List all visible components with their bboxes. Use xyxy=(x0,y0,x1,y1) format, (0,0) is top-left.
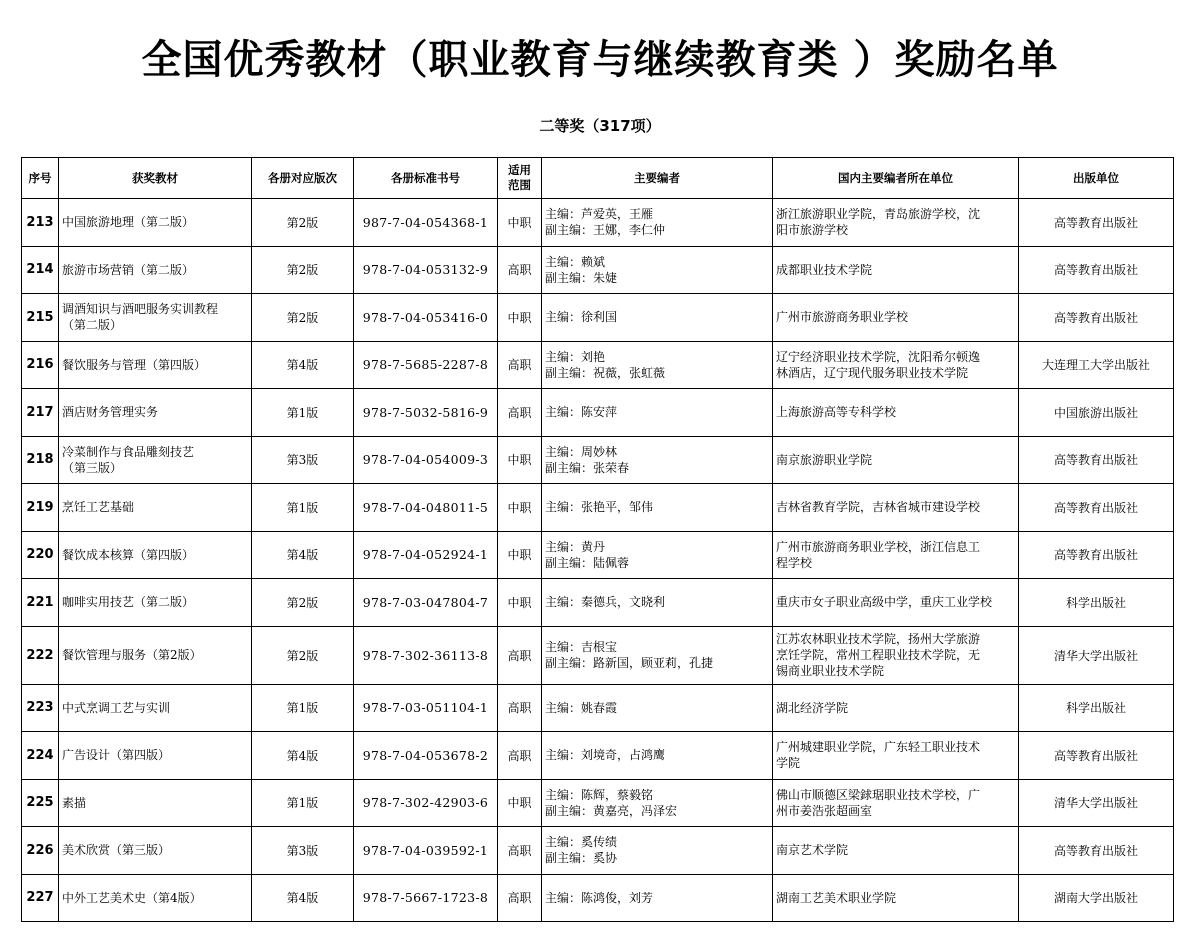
unit-line: 南京艺术学院 xyxy=(776,843,849,858)
editor-line: 副主编：陆佩蓉 xyxy=(545,555,630,570)
title-line: 调酒知识与酒吧服务实训教程 xyxy=(62,302,219,317)
editor-line: 主编：周妙林 xyxy=(545,444,618,459)
cell-publisher: 高等教育出版社 xyxy=(1019,732,1174,780)
editor-line: 副主编：路新国，顾亚莉，孔捷 xyxy=(545,656,714,670)
table-row xyxy=(22,626,1174,684)
cell-publisher: 科学出版社 xyxy=(1019,579,1174,627)
header-seq: 序号 xyxy=(22,158,59,199)
title-line: 烹饪工艺基础 xyxy=(62,500,135,515)
cell-edition: 第2版 xyxy=(252,294,354,342)
cell-seq: 219 xyxy=(22,484,59,532)
cell-scope: 高职 xyxy=(498,389,542,437)
unit-line: 上海旅游高等专科学校 xyxy=(776,405,897,420)
cell-isbn: 978-7-302-36113-8 xyxy=(354,626,498,684)
editor-line: 副主编：朱婕 xyxy=(545,270,618,285)
editor-line: 主编：赖斌 xyxy=(545,254,606,269)
table-row xyxy=(22,436,1174,484)
cell-seq: 221 xyxy=(22,579,59,627)
cell-editors xyxy=(542,779,773,827)
cell-units xyxy=(773,294,1019,342)
cell-isbn: 978-7-04-052924-1 xyxy=(354,531,498,579)
cell-publisher: 高等教育出版社 xyxy=(1019,199,1174,247)
cell-units xyxy=(773,436,1019,484)
unit-line: 林酒店，辽宁现代服务职业技术学院 xyxy=(776,365,969,380)
editor-line: 主编：陈鸿俊，刘芳 xyxy=(545,890,654,905)
header-isbn: 各册标准书号 xyxy=(354,158,498,199)
cell-title xyxy=(59,294,252,342)
cell-title xyxy=(59,484,252,532)
cell-units xyxy=(773,579,1019,627)
cell-isbn: 978-7-04-039592-1 xyxy=(354,827,498,875)
unit-line: 广州城建职业学院，广东轻工职业技术 xyxy=(776,740,981,755)
cell-publisher: 清华大学出版社 xyxy=(1019,779,1174,827)
cell-editors xyxy=(542,436,773,484)
cell-editors xyxy=(542,827,773,875)
cell-title xyxy=(59,684,252,732)
table-row xyxy=(22,579,1174,627)
title-line: 广告设计（第四版） xyxy=(62,748,171,763)
table-row xyxy=(22,732,1174,780)
cell-seq: 223 xyxy=(22,684,59,732)
header-editors: 主要编者 xyxy=(542,158,773,199)
cell-scope: 高职 xyxy=(498,341,542,389)
cell-scope: 中职 xyxy=(498,294,542,342)
cell-publisher: 湖南大学出版社 xyxy=(1019,874,1174,922)
unit-line: 江苏农林职业技术学院，扬州大学旅游 xyxy=(776,632,981,646)
cell-seq: 224 xyxy=(22,732,59,780)
cell-edition: 第2版 xyxy=(252,626,354,684)
cell-publisher: 高等教育出版社 xyxy=(1019,246,1174,294)
cell-publisher: 高等教育出版社 xyxy=(1019,436,1174,484)
cell-scope: 高职 xyxy=(498,626,542,684)
cell-seq: 216 xyxy=(22,341,59,389)
cell-isbn: 987-7-04-054368-1 xyxy=(354,199,498,247)
header-publisher: 出版单位 xyxy=(1019,158,1174,199)
title-line: 中式烹调工艺与实训 xyxy=(62,700,171,715)
cell-title xyxy=(59,341,252,389)
cell-isbn: 978-7-04-053132-9 xyxy=(354,246,498,294)
unit-line: 学院 xyxy=(776,756,801,771)
cell-units xyxy=(773,389,1019,437)
cell-title xyxy=(59,874,252,922)
editor-line: 副主编：张荣春 xyxy=(545,460,630,475)
cell-seq: 222 xyxy=(22,626,59,684)
document-subtitle: 二等奖（317项） xyxy=(539,117,661,135)
table-row xyxy=(22,531,1174,579)
cell-publisher: 高等教育出版社 xyxy=(1019,531,1174,579)
cell-editors xyxy=(542,684,773,732)
cell-edition: 第1版 xyxy=(252,484,354,532)
cell-isbn: 978-7-04-054009-3 xyxy=(354,436,498,484)
editor-line: 主编：刘境奇，占鸿鹰 xyxy=(545,748,666,763)
cell-isbn: 978-7-03-047804-7 xyxy=(354,579,498,627)
cell-editors xyxy=(542,626,773,684)
editor-line: 主编：陈辉，蔡毅铭 xyxy=(545,787,654,802)
table-row xyxy=(22,684,1174,732)
editor-line: 副主编：祝薇，张虹薇 xyxy=(545,365,666,380)
cell-edition: 第1版 xyxy=(252,684,354,732)
cell-isbn: 978-7-04-053416-0 xyxy=(354,294,498,342)
editor-line: 主编：芦爱英，王雁 xyxy=(545,207,654,222)
cell-isbn: 978-7-302-42903-6 xyxy=(354,779,498,827)
title-line: （第二版） xyxy=(62,318,123,333)
cell-title xyxy=(59,579,252,627)
cell-scope: 高职 xyxy=(498,874,542,922)
cell-edition: 第4版 xyxy=(252,874,354,922)
cell-publisher: 高等教育出版社 xyxy=(1019,294,1174,342)
title-line: 餐饮服务与管理（第四版） xyxy=(62,357,207,372)
cell-scope: 高职 xyxy=(498,827,542,875)
cell-units xyxy=(773,531,1019,579)
unit-line: 阳市旅游学校 xyxy=(776,223,849,238)
title-line: 中国旅游地理（第二版） xyxy=(62,215,195,230)
editor-line: 主编：张艳平，邹伟 xyxy=(545,500,654,515)
cell-edition: 第2版 xyxy=(252,199,354,247)
editor-line: 主编：吉根宝 xyxy=(545,640,618,654)
cell-scope: 高职 xyxy=(498,732,542,780)
cell-units xyxy=(773,732,1019,780)
cell-editors xyxy=(542,294,773,342)
cell-title xyxy=(59,626,252,684)
cell-publisher: 科学出版社 xyxy=(1019,684,1174,732)
cell-scope: 中职 xyxy=(498,579,542,627)
table-row xyxy=(22,874,1174,922)
cell-units xyxy=(773,484,1019,532)
unit-line: 广州市旅游商务职业学校 xyxy=(776,310,909,325)
cell-scope: 中职 xyxy=(498,779,542,827)
cell-isbn: 978-7-03-051104-1 xyxy=(354,684,498,732)
editor-line: 主编：刘艳 xyxy=(545,349,606,364)
unit-line: 吉林省教育学院，吉林省城市建设学校 xyxy=(776,500,981,515)
cell-editors xyxy=(542,199,773,247)
title-line: 旅游市场营销（第二版） xyxy=(62,262,195,277)
unit-line: 州市姜浩张超画室 xyxy=(776,803,873,818)
unit-line: 南京旅游职业学院 xyxy=(776,452,873,467)
cell-isbn: 978-7-5032-5816-9 xyxy=(354,389,498,437)
cell-edition: 第4版 xyxy=(252,732,354,780)
unit-line: 辽宁经济职业技术学院，沈阳希尔顿逸 xyxy=(776,349,981,364)
cell-units xyxy=(773,827,1019,875)
title-line: 酒店财务管理实务 xyxy=(62,405,159,420)
title-line: （第三版） xyxy=(62,460,123,475)
cell-seq: 217 xyxy=(22,389,59,437)
cell-seq: 218 xyxy=(22,436,59,484)
cell-title xyxy=(59,779,252,827)
header-scope-line1: 适用 xyxy=(508,163,531,177)
unit-line: 程学校 xyxy=(776,555,813,570)
cell-scope: 高职 xyxy=(498,684,542,732)
editor-line: 副主编：王娜，李仁仲 xyxy=(545,223,666,238)
title-line: 美术欣赏（第三版） xyxy=(62,843,171,858)
cell-title xyxy=(59,827,252,875)
table-row xyxy=(22,779,1174,827)
cell-seq: 227 xyxy=(22,874,59,922)
header-title: 获奖教材 xyxy=(59,158,252,199)
table-row xyxy=(22,827,1174,875)
award-table-body xyxy=(22,199,1174,922)
cell-publisher: 高等教育出版社 xyxy=(1019,484,1174,532)
cell-units xyxy=(773,626,1019,684)
editor-line: 主编：姚春霞 xyxy=(545,700,618,715)
title-line: 中外工艺美术史（第4版） xyxy=(62,890,202,905)
header-edition: 各册对应版次 xyxy=(252,158,354,199)
cell-editors xyxy=(542,531,773,579)
cell-edition: 第4版 xyxy=(252,531,354,579)
title-line: 餐饮成本核算（第四版） xyxy=(62,547,195,562)
cell-edition: 第2版 xyxy=(252,579,354,627)
table-row xyxy=(22,199,1174,247)
editor-line: 主编：秦德兵，文晓利 xyxy=(545,595,666,610)
table-row xyxy=(22,294,1174,342)
editor-line: 主编：陈安萍 xyxy=(545,405,618,420)
cell-scope: 中职 xyxy=(498,531,542,579)
award-table xyxy=(21,157,1174,922)
cell-units xyxy=(773,199,1019,247)
cell-publisher: 大连理工大学出版社 xyxy=(1019,341,1174,389)
unit-line: 成都职业技术学院 xyxy=(776,262,873,277)
cell-units xyxy=(773,779,1019,827)
cell-seq: 225 xyxy=(22,779,59,827)
unit-line: 重庆市女子职业高级中学，重庆工业学校 xyxy=(776,595,993,610)
header-scope xyxy=(498,158,542,199)
cell-units xyxy=(773,874,1019,922)
cell-publisher: 清华大学出版社 xyxy=(1019,626,1174,684)
cell-publisher: 高等教育出版社 xyxy=(1019,827,1174,875)
editor-line: 副主编：奚协 xyxy=(545,851,618,866)
cell-edition: 第3版 xyxy=(252,827,354,875)
table-row xyxy=(22,246,1174,294)
cell-edition: 第4版 xyxy=(252,341,354,389)
cell-editors xyxy=(542,246,773,294)
cell-isbn: 978-7-5685-2287-8 xyxy=(354,341,498,389)
cell-isbn: 978-7-04-048011-5 xyxy=(354,484,498,532)
table-row xyxy=(22,389,1174,437)
cell-edition: 第3版 xyxy=(252,436,354,484)
cell-title xyxy=(59,436,252,484)
cell-editors xyxy=(542,389,773,437)
cell-edition: 第1版 xyxy=(252,389,354,437)
document-title: 全国优秀教材（职业教育与继续教育类 ）奖励名单 xyxy=(141,37,1059,83)
cell-isbn: 978-7-04-053678-2 xyxy=(354,732,498,780)
table-row xyxy=(22,341,1174,389)
cell-title xyxy=(59,389,252,437)
unit-line: 锡商业职业技术学院 xyxy=(776,664,885,678)
title-line: 餐饮管理与服务（第2版） xyxy=(62,648,202,662)
unit-line: 湖南工艺美术职业学院 xyxy=(776,890,897,905)
cell-editors xyxy=(542,484,773,532)
editor-line: 副主编：黄嘉亮，冯泽宏 xyxy=(545,803,678,818)
cell-editors xyxy=(542,341,773,389)
unit-line: 广州市旅游商务职业学校，浙江信息工 xyxy=(776,539,981,554)
title-line: 咖啡实用技艺（第二版） xyxy=(62,595,195,610)
cell-seq: 226 xyxy=(22,827,59,875)
editor-line: 主编：徐利国 xyxy=(545,310,618,325)
unit-line: 湖北经济学院 xyxy=(776,700,849,715)
cell-title xyxy=(59,199,252,247)
header-scope-line2: 范围 xyxy=(508,178,531,192)
cell-publisher: 中国旅游出版社 xyxy=(1019,389,1174,437)
cell-title xyxy=(59,246,252,294)
unit-line: 烹饪学院，常州工程职业技术学院，无 xyxy=(776,648,981,662)
unit-line: 浙江旅游职业学院，青岛旅游学校，沈 xyxy=(776,207,981,222)
cell-units xyxy=(773,341,1019,389)
cell-units xyxy=(773,246,1019,294)
table-header-row xyxy=(22,158,1174,199)
cell-scope: 高职 xyxy=(498,246,542,294)
cell-editors xyxy=(542,732,773,780)
title-line: 冷菜制作与食品雕刻技艺 xyxy=(62,444,195,459)
editor-line: 主编：黄丹 xyxy=(545,539,606,554)
cell-units xyxy=(773,684,1019,732)
cell-seq: 220 xyxy=(22,531,59,579)
header-units: 国内主要编者所在单位 xyxy=(773,158,1019,199)
cell-seq: 215 xyxy=(22,294,59,342)
cell-edition: 第1版 xyxy=(252,779,354,827)
cell-editors xyxy=(542,874,773,922)
cell-scope: 中职 xyxy=(498,484,542,532)
cell-seq: 213 xyxy=(22,199,59,247)
unit-line: 佛山市顺德区梁銶琚职业技术学校，广 xyxy=(776,787,981,802)
cell-title xyxy=(59,732,252,780)
cell-edition: 第2版 xyxy=(252,246,354,294)
cell-scope: 中职 xyxy=(498,436,542,484)
title-line: 素描 xyxy=(62,795,87,810)
cell-isbn: 978-7-5667-1723-8 xyxy=(354,874,498,922)
cell-scope: 中职 xyxy=(498,199,542,247)
table-row xyxy=(22,484,1174,532)
editor-line: 主编：奚传绩 xyxy=(545,835,618,850)
cell-editors xyxy=(542,579,773,627)
cell-seq: 214 xyxy=(22,246,59,294)
cell-title xyxy=(59,531,252,579)
